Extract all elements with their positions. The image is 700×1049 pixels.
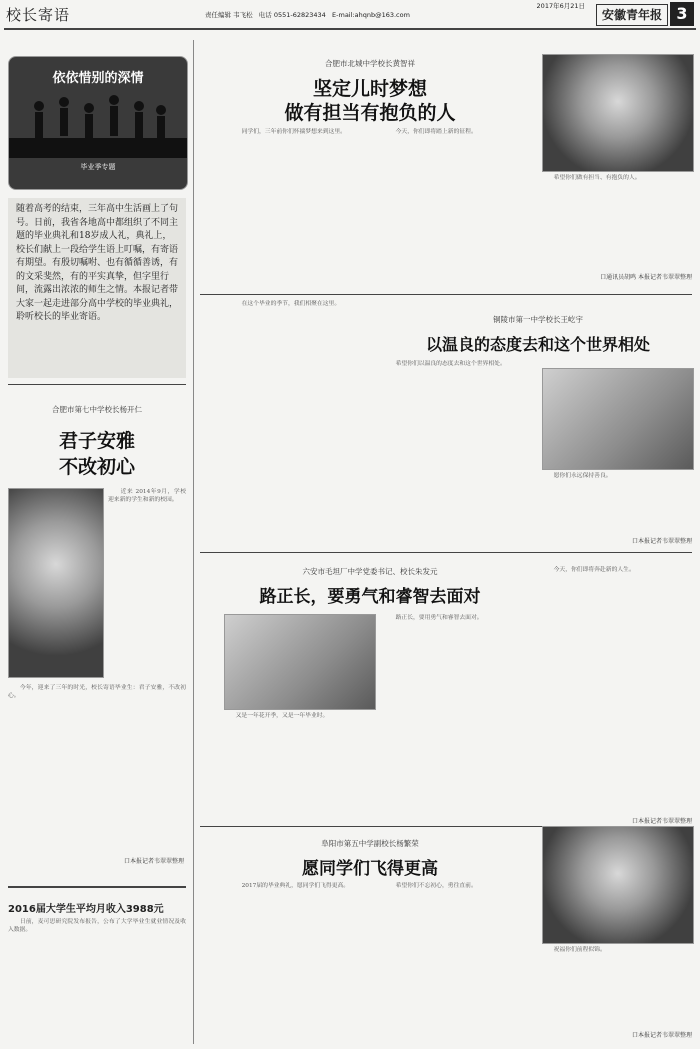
article-a1-body-col1: 同学们，三年前你们怀揣梦想来到这里。	[230, 129, 346, 135]
issue-date: 2017年6月21日	[536, 2, 585, 10]
banner-subtitle: 毕业季专题	[80, 163, 116, 171]
kicker-a2: 铜陵市第一中学校长王屹宇	[493, 315, 583, 324]
kicker-a4: 六安市毛坦厂中学党委书记、校长朱发元	[302, 567, 438, 576]
section-title: 校长寄语	[6, 6, 71, 24]
credit-a1: 口通讯员胡鸣 本报记者韦翠翠整理	[600, 274, 692, 281]
headline-a4: 路正长，要勇气和睿智去面对	[259, 587, 481, 607]
page-number: 3	[670, 2, 694, 26]
headline-a1-line2: 做有担当有抱负的人	[284, 102, 456, 124]
article-a4-body-col3: 今天，你们即将奔赴新的人生。	[542, 567, 635, 573]
article-a1-body-col2: 今天，你们即将踏上新的征程。	[384, 129, 477, 135]
newspaper-masthead: 安徽青年报	[596, 4, 668, 26]
phone: 电话 0551-62823434	[258, 11, 326, 19]
article-a1-body-col3: 希望你们做有担当、有抱负的人。	[542, 175, 641, 181]
email: E-mail:ahqnb@163.com	[332, 11, 410, 19]
divider	[200, 294, 692, 295]
banner-box	[8, 56, 188, 190]
kicker-a1: 合肥市北城中学校长黄智祥	[325, 59, 415, 68]
credit-a5: 口本报记者韦翠翠整理	[631, 1032, 692, 1039]
article-a2-body-col2: 希望你们以温良的态度去和这个世界相处。	[384, 361, 506, 367]
article-a3-body: 今年，迎来了三年的时光，校长寄语毕业生：君子安雅，不改初心。	[8, 685, 186, 700]
principal-photo-yang-fanrong	[542, 826, 694, 944]
header-info	[205, 2, 585, 20]
principal-photo-yang	[8, 488, 104, 678]
article-a4-body-col1: 又是一年花开季，又是一年毕业时。	[224, 713, 329, 719]
editor: 责任编辑 韦飞松	[205, 11, 253, 19]
kicker-a3: 合肥市第七中学校长杨开仁	[52, 405, 142, 414]
divider	[200, 552, 692, 553]
banner-title: 依依惜别的深情	[52, 71, 144, 86]
kicker-a5: 阜阳市第五中学副校长杨繁荣	[321, 839, 419, 848]
intro-text: 随着高考的结束，三年高中生活画上了句号。日前，我省各地高中都组织了不同主题的毕业典礼和18岁成人礼，典礼上，校长们献上一段给学生语上叮嘱，有寄语有期望。有殷切嘱咐、也有循循善诱，有的文采斐然，有的平实真挚，但字里行间，流露出浓浓的师生之情。本报记者带大家一起走进部分高中学校的毕业典礼，聆听校长的毕业寄语。	[8, 198, 186, 378]
article-a5-body-col1: 2017届的毕业典礼，愿同学们飞得更高。	[230, 883, 350, 889]
credit-a3: 口本报记者韦翠翠整理	[123, 858, 184, 865]
header-rule	[4, 28, 696, 30]
article-a2-body-col1: 在这个毕业的季节，我们相聚在这里。	[230, 301, 341, 307]
principal-photo-wang	[542, 368, 694, 470]
article-a5-body-col3: 祝福你们前程似锦。	[542, 947, 606, 953]
headline-a3-line2: 不改初心	[58, 456, 135, 478]
principal-photo-zhu	[224, 614, 376, 710]
graduates-silhouette-image	[9, 86, 187, 158]
article-a2-body-col3: 愿你们永远保持善良。	[542, 473, 612, 479]
principal-photo-huang	[542, 54, 694, 172]
headline-a5: 愿同学们飞得更高	[302, 859, 438, 879]
divider	[8, 886, 186, 888]
credit-a2: 口本报记者韦翠翠整理	[631, 538, 692, 545]
headline-a3-line1: 君子安雅	[58, 430, 135, 452]
article-a3-body-top: 近来 2014年9月，学校迎来新的学生和新的校园。	[108, 489, 186, 504]
column-rule	[193, 40, 194, 1044]
headline-a1-line1: 坚定儿时梦想	[312, 78, 427, 100]
side-headline: 2016届大学生平均月收入3988元	[8, 904, 164, 915]
divider	[8, 384, 186, 385]
credit-a4: 口本报记者韦翠翠整理	[631, 818, 692, 825]
article-a4-body-col2: 路正长，要用勇气和睿智去面对。	[384, 615, 483, 621]
headline-a2: 以温良的态度去和这个世界相处	[425, 335, 650, 354]
side-article-body: 日前，麦可思研究院发布报告，公布了大学毕业生就业情况及收入数据。	[8, 919, 186, 934]
article-a5-body-col2: 希望你们不忘初心，勇往直前。	[384, 883, 477, 889]
